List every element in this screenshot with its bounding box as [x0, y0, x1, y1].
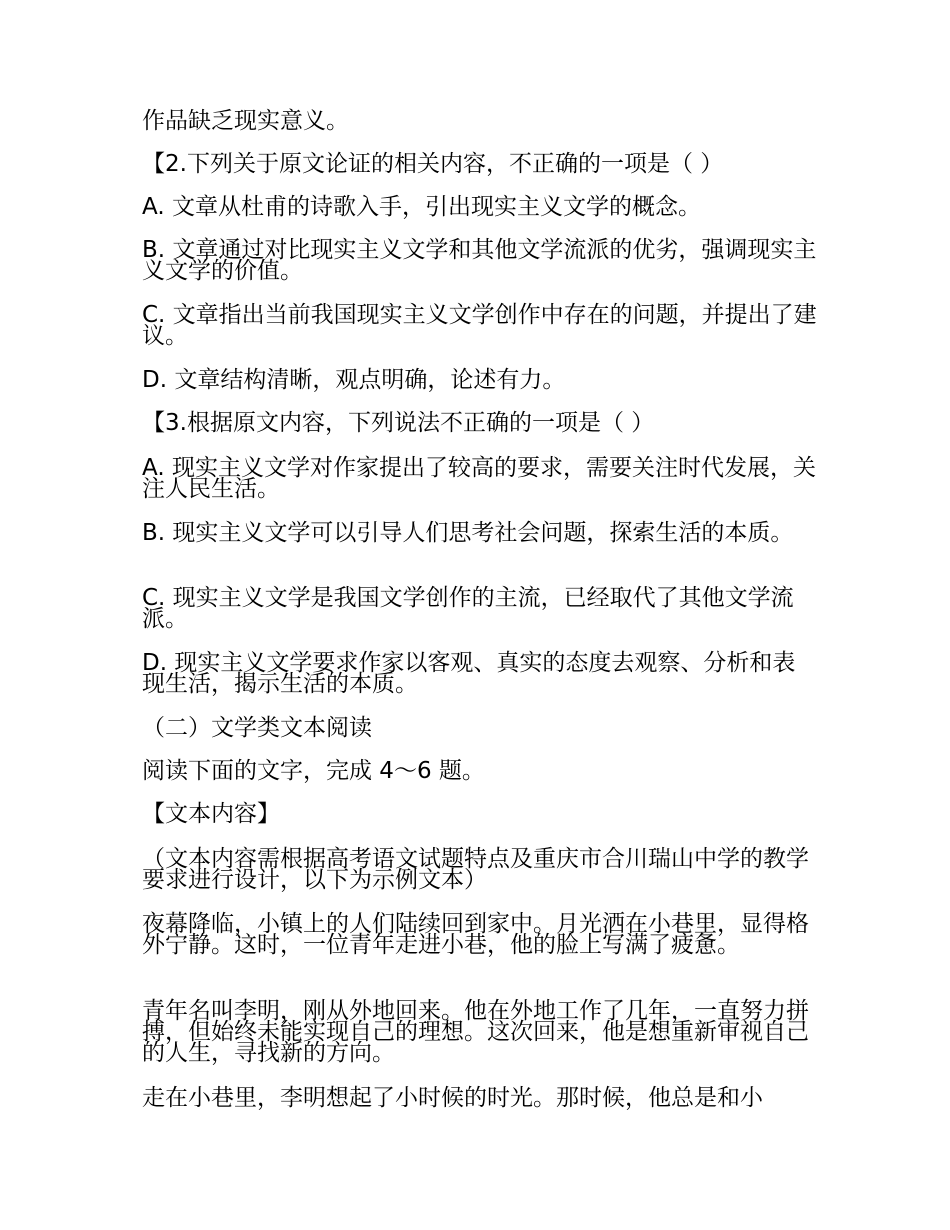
question-2-option-c: C. 文章指出当前我国现实主义文学创作中存在的问题，并提出了建议。: [142, 302, 817, 349]
question-3-option-d: D. 现实主义文学要求作家以客观、真实的态度去观察、分析和表现生活，揭示生活的本质。: [142, 650, 796, 697]
question-3-option-a: A. 现实主义文学对作家提出了较高的要求，需要关注时代发展，关注人民生活。: [142, 455, 816, 502]
passage-paragraph: 走在小巷里，李明想起了小时候的时光。那时候，他总是和小: [142, 1085, 763, 1111]
question-2-option-d: D. 文章结构清晰，观点明确，论述有力。: [142, 367, 566, 393]
question-2-option-b: B. 文章通过对比现实主义文学和其他文学流派的优劣，强调现实主义文学的价值。: [142, 237, 817, 284]
question-3-stem: 【3.根据原文内容，下列说法不正确的一项是（ ）: [142, 410, 655, 436]
passage-paragraph: 青年名叫李明，刚从外地回来。他在外地工作了几年，一直努力拼搏，但始终未能实现自己的理想。这次回来，他是想重新审视自己的人生，寻找新的方向。: [142, 998, 809, 1066]
paragraph-continuation: 作品缺乏现实意义。: [142, 108, 349, 134]
question-3-option-b: B. 现实主义文学可以引导人们思考社会问题，探索生活的本质。: [142, 520, 794, 546]
text-content-label: 【文本内容】: [142, 801, 280, 827]
passage-paragraph: 夜幕降临，小镇上的人们陆续回到家中。月光洒在小巷里，显得格外宁静。这时，一位青年走进小巷，他的脸上写满了疲惫。: [142, 911, 809, 958]
question-3-option-c: C. 现实主义文学是我国文学创作的主流，已经取代了其他文学流派。: [142, 585, 794, 632]
question-2-option-a: A. 文章从杜甫的诗歌入手，引出现实主义文学的概念。: [142, 194, 701, 220]
text-content-note: （文本内容需根据高考语文试题特点及重庆市合川瑞山中学的教学要求进行设计，以下为示例文本）: [142, 846, 809, 893]
question-2-stem: 【2.下列关于原文论证的相关内容，不正确的一项是（ ）: [142, 151, 724, 177]
section-heading: （二）文学类文本阅读: [142, 715, 372, 741]
reading-instruction: 阅读下面的文字，完成 4～6 题。: [142, 758, 485, 784]
